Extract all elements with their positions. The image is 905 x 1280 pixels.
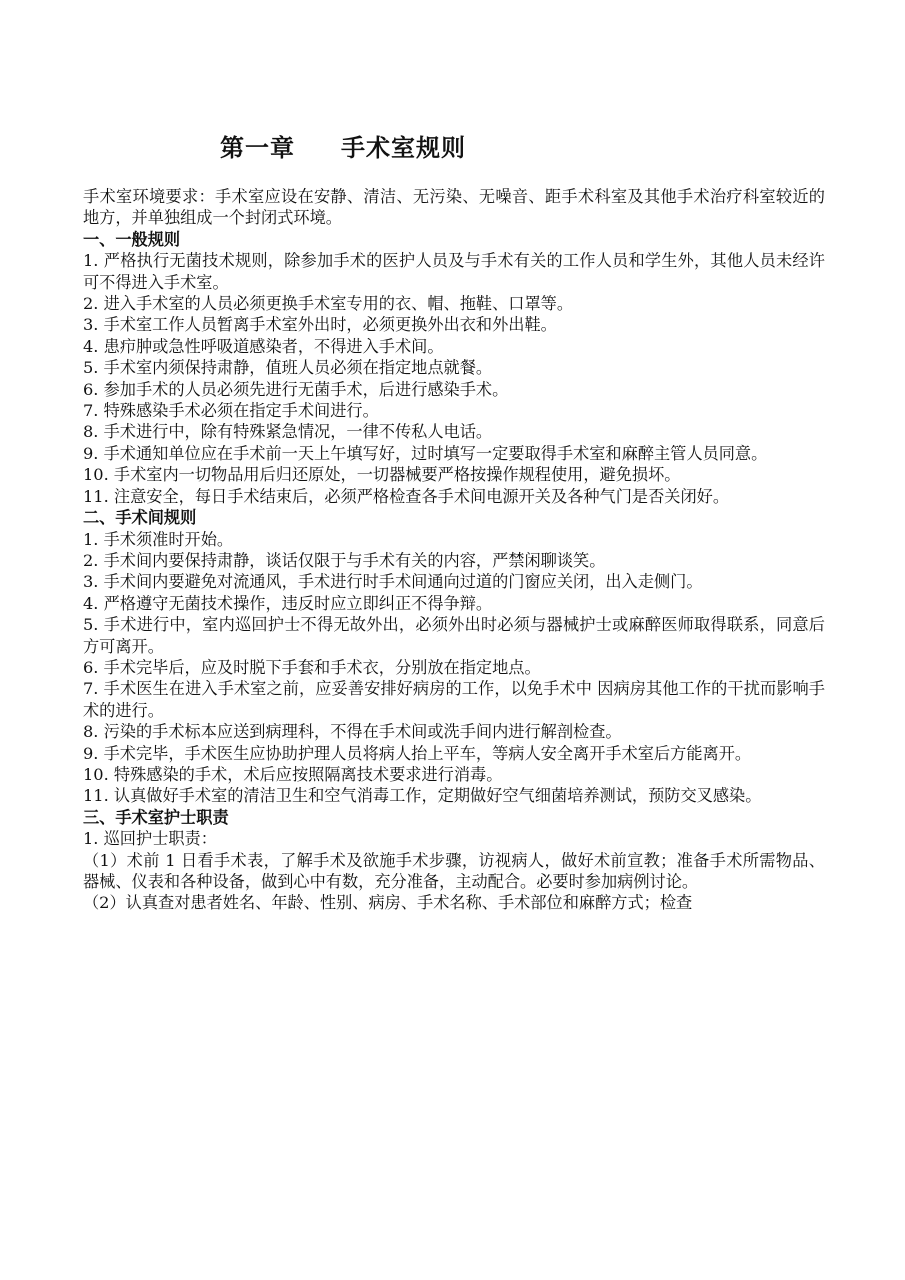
rule-item: 8. 手术进行中，除有特殊紧急情况，一律不传私人电话。 <box>83 422 493 442</box>
rule-item: 2. 进入手术室的人员必须更换手术室专用的衣、帽、拖鞋、口罩等。 <box>83 294 574 314</box>
rule-item: 5. 手术进行中，室内巡回护士不得无故外出，必须外出时必须与器械护士或麻醉医师取得联系，同意后方可离开。 <box>83 615 825 656</box>
rule-item: 1. 手术须准时开始。 <box>83 529 234 549</box>
duty-subitem: （2）认真查对患者姓名、年龄、性别、病房、手术名称、手术部位和麻醉方式；检查 <box>83 893 693 913</box>
rule-item: 3. 手术室工作人员暂离手术室外出时，必须更换外出衣和外出鞋。 <box>83 315 557 335</box>
rule-item: 2. 手术间内要保持肃静，谈话仅限于与手术有关的内容，严禁闲聊谈笑。 <box>83 550 606 570</box>
rule-item: 9. 手术完毕，手术医生应协助护理人员将病人抬上平车，等病人安全离开手术室后方能离开。 <box>83 743 752 763</box>
section-heading-nurse-duties: 三、手术室护士职责 <box>83 807 229 827</box>
rule-item: 4. 严格遵守无菌技术操作，违反时应立即纠正不得争辩。 <box>83 593 493 613</box>
rule-item: 8. 污染的手术标本应送到病理科，不得在手术间或洗手间内进行解剖检查。 <box>83 722 622 742</box>
chapter-name: 手术室规则 <box>341 134 466 162</box>
section-heading-operating-room-rules: 二、手术间规则 <box>83 508 197 528</box>
document-body <box>83 186 825 914</box>
rule-item: 3. 手术间内要避免对流通风，手术进行时手术间通向过道的门窗应关闭，出入走侧门。 <box>83 572 703 592</box>
section-heading-general-rules: 一、一般规则 <box>83 229 181 249</box>
rule-item: 10. 特殊感染的手术，术后应按照隔离技术要求进行消毒。 <box>83 764 503 784</box>
duty-item: 1. 巡回护士职责： <box>83 829 217 849</box>
page-title <box>220 128 466 163</box>
environment-requirement: 手术室环境要求：手术室应设在安静、清洁、无污染、无噪音、距手术科室及其他手术治疗科室较近的地方，并单独组成一个封闭式环境。 <box>83 187 825 228</box>
rule-item: 5. 手术室内须保持肃静，值班人员必须在指定地点就餐。 <box>83 358 493 378</box>
rule-item: 6. 参加手术的人员必须先进行无菌手术，后进行感染手术。 <box>83 379 509 399</box>
chapter-number: 第一章 <box>220 134 295 162</box>
rule-item: 4. 患疖肿或急性呼吸道感染者，不得进入手术间。 <box>83 336 444 356</box>
rule-item: 10. 手术室内一切物品用后归还原处，一切器械要严格按操作规程使用，避免损坏。 <box>83 465 681 485</box>
rule-item: 7. 手术医生在进入手术室之前，应妥善安排好病房的工作，以免手术中 因病房其他工作的干扰而影响手术的进行。 <box>83 679 825 720</box>
rule-item: 7. 特殊感染手术必须在指定手术间进行。 <box>83 401 379 421</box>
rule-item: 11. 认真做好手术室的清洁卫生和空气消毒工作，定期做好空气细菌培养测试，预防交叉感染。 <box>83 786 762 806</box>
duty-subitem: （1）术前 1 日看手术表，了解手术及欲施手术步骤，访视病人，做好术前宣教；准备手术所需物品、器械、仪表和各种设备，做到心中有数，充分准备，主动配合。必要时参加病例讨论。 <box>83 850 825 891</box>
rule-item: 9. 手术通知单位应在手术前一天上午填写好，过时填写一定要取得手术室和麻醉主管人员同意。 <box>83 443 768 463</box>
rule-item: 11. 注意安全，每日手术结束后，必须严格检查各手术间电源开关及各种气门是否关闭好。 <box>83 486 730 506</box>
rule-item: 1. 严格执行无菌技术规则，除参加手术的医护人员及与手术有关的工作人员和学生外，其他人员未经许可不得进入手术室。 <box>83 251 825 292</box>
rule-item: 6. 手术完毕后，应及时脱下手套和手术衣，分别放在指定地点。 <box>83 657 541 677</box>
